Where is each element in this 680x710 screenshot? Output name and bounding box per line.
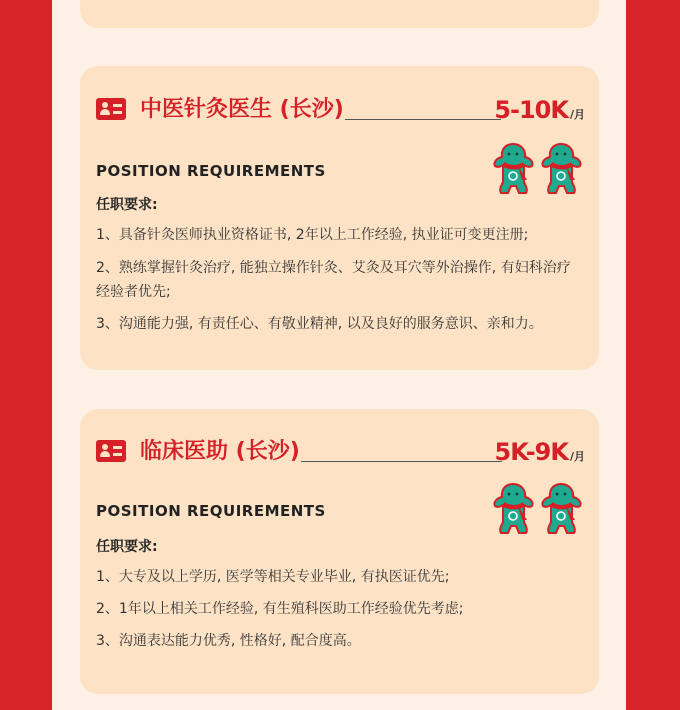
job-card-icon — [96, 440, 126, 462]
mascot-pair-icon — [489, 478, 587, 542]
job-salary — [494, 98, 585, 122]
mascot-pair-icon — [489, 138, 587, 202]
requirements-heading-cn: 任职要求: — [96, 197, 158, 213]
requirement-item: 3、沟通表达能力优秀, 性格好, 配合度高。 — [96, 633, 361, 649]
title-divider — [345, 119, 501, 120]
requirements-heading-cn: 任职要求: — [96, 539, 158, 555]
requirement-item: 2、熟练掌握针灸治疗, 能独立操作针灸、艾灸及耳穴等外治操作, 有妇科治疗经验者优先; — [96, 260, 571, 300]
job-card-clinical-assistant — [80, 409, 599, 694]
salary-amount: 5K-9K — [494, 438, 568, 466]
requirement-item: 1、大专及以上学历, 医学等相关专业毕业, 有执医证优先; — [96, 569, 450, 585]
salary-unit: /月 — [569, 450, 585, 463]
requirements-heading-en: POSITION REQUIREMENTS — [96, 162, 326, 180]
job-card-acupuncture — [80, 66, 599, 370]
salary-unit: /月 — [569, 108, 585, 121]
job-card-icon — [96, 98, 126, 120]
previous-job-card — [80, 0, 599, 28]
job-title: 中医针灸医生 (长沙) — [140, 97, 344, 122]
job-title: 临床医助 (长沙) — [140, 439, 300, 464]
requirement-item: 3、沟通能力强, 有责任心、有敬业精神, 以及良好的服务意识、亲和力。 — [96, 316, 543, 332]
title-divider — [301, 461, 502, 462]
job-salary — [495, 440, 586, 464]
requirements-heading-en: POSITION REQUIREMENTS — [96, 502, 326, 520]
requirement-item: 1、具备针灸医师执业资格证书, 2年以上工作经验, 执业证可变更注册; — [96, 227, 529, 243]
requirement-item: 2、1年以上相关工作经验, 有生殖科医助工作经验优先考虑; — [96, 601, 464, 617]
salary-amount: 5-10K — [494, 96, 568, 124]
